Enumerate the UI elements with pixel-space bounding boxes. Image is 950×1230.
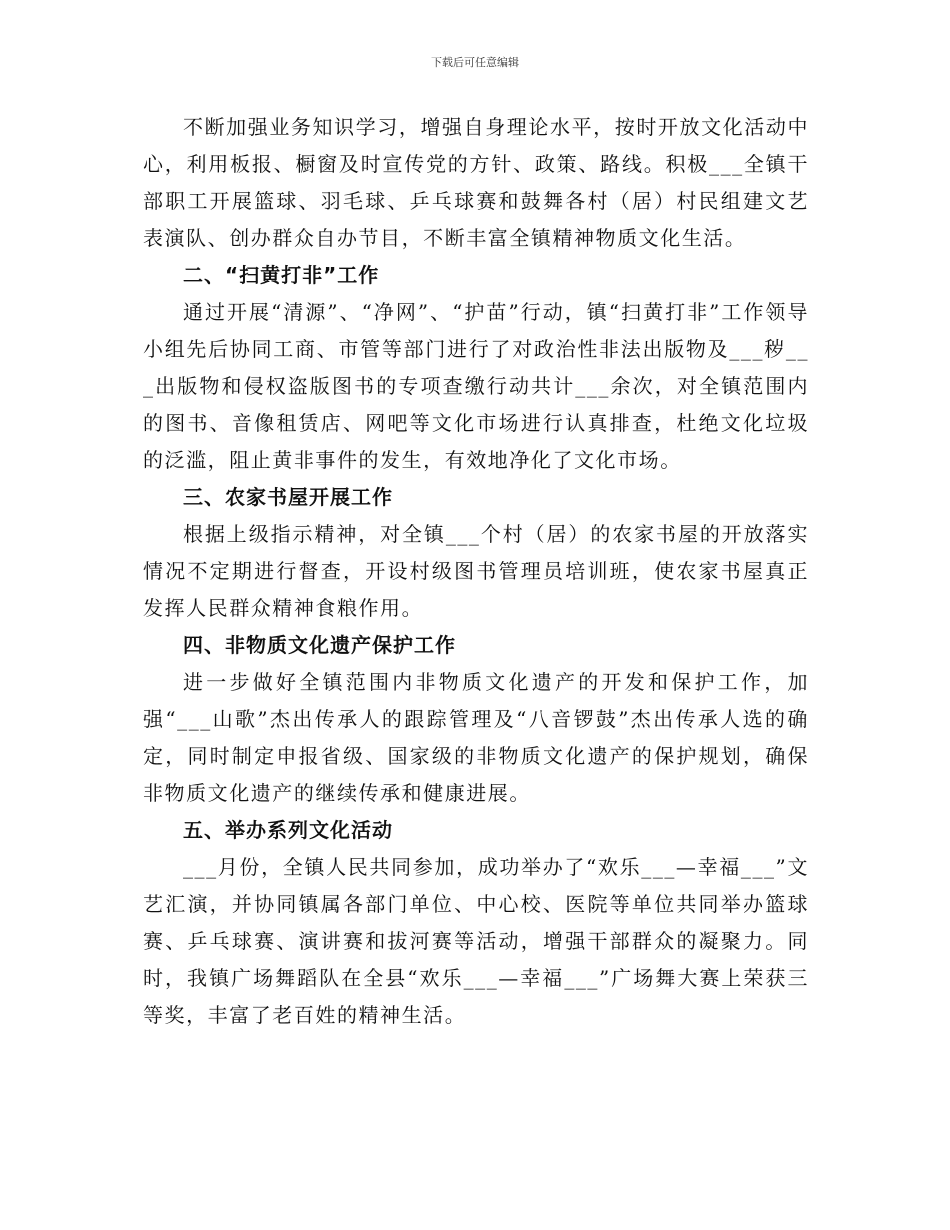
section-body-3: 根据上级指示精神，对全镇___个村（居）的农家书屋的开放落实情况不定期进行督查，开设村级图书管理员培训班，使农家书屋真正发挥人民群众精神食粮作用。: [143, 522, 809, 620]
section-heading-4: 四、非物质文化遗产保护工作: [183, 633, 456, 657]
section-body-2: 通过开展“清源”、“净网”、“护苗”行动，镇“扫黄打非”工作领导小组先后协同工商、市管等部门进行了对政治性非法出版物及___秽___出版物和侵权盗版图书的专项查缴行动共计___余次，对全镇范围内的图书、音像租赁店、网吧等文化市场进行认真排查，杜绝文化垃圾的泛滥，阻止黄非事件的发生，有效地净化了文化市场。: [143, 300, 809, 472]
page-header-note: 下载后可任意编辑: [431, 56, 519, 69]
intro-paragraph: 不断加强业务知识学习，增强自身理论水平，按时开放文化活动中心，利用板报、橱窗及时宣传党的方针、政策、路线。积极___全镇干部职工开展篮球、羽毛球、乒乓球赛和鼓舞各村（居）村民组建文艺表演队、创办群众自办节目，不断丰富全镇精神物质文化生活。: [143, 115, 809, 250]
section-heading-5: 五、举办系列文化活动: [183, 818, 393, 842]
section-heading-3: 三、农家书屋开展工作: [183, 485, 393, 509]
document-body: [143, 109, 809, 1034]
section-body-4: 进一步做好全镇范围内非物质文化遗产的开发和保护工作，加强“___山歌”杰出传承人的跟踪管理及“八音锣鼓”杰出传承人选的确定，同时制定申报省级、国家级的非物质文化遗产的保护规划，确保非物质文化遗产的继续传承和健康进展。: [143, 670, 809, 805]
section-heading-2: 二、“扫黄打非”工作: [183, 263, 380, 287]
section-body-5: ___月份，全镇人民共同参加，成功举办了“欢乐___—幸福___”文艺汇演，并协同镇属各部门单位、中心校、医院等单位共同举办篮球赛、乒乓球赛、演讲赛和拔河赛等活动，增强干部群众的凝聚力。同时，我镇广场舞蹈队在全县“欢乐___—幸福___”广场舞大赛上荣获三等奖，丰富了老百姓的精神生活。: [143, 855, 809, 1027]
